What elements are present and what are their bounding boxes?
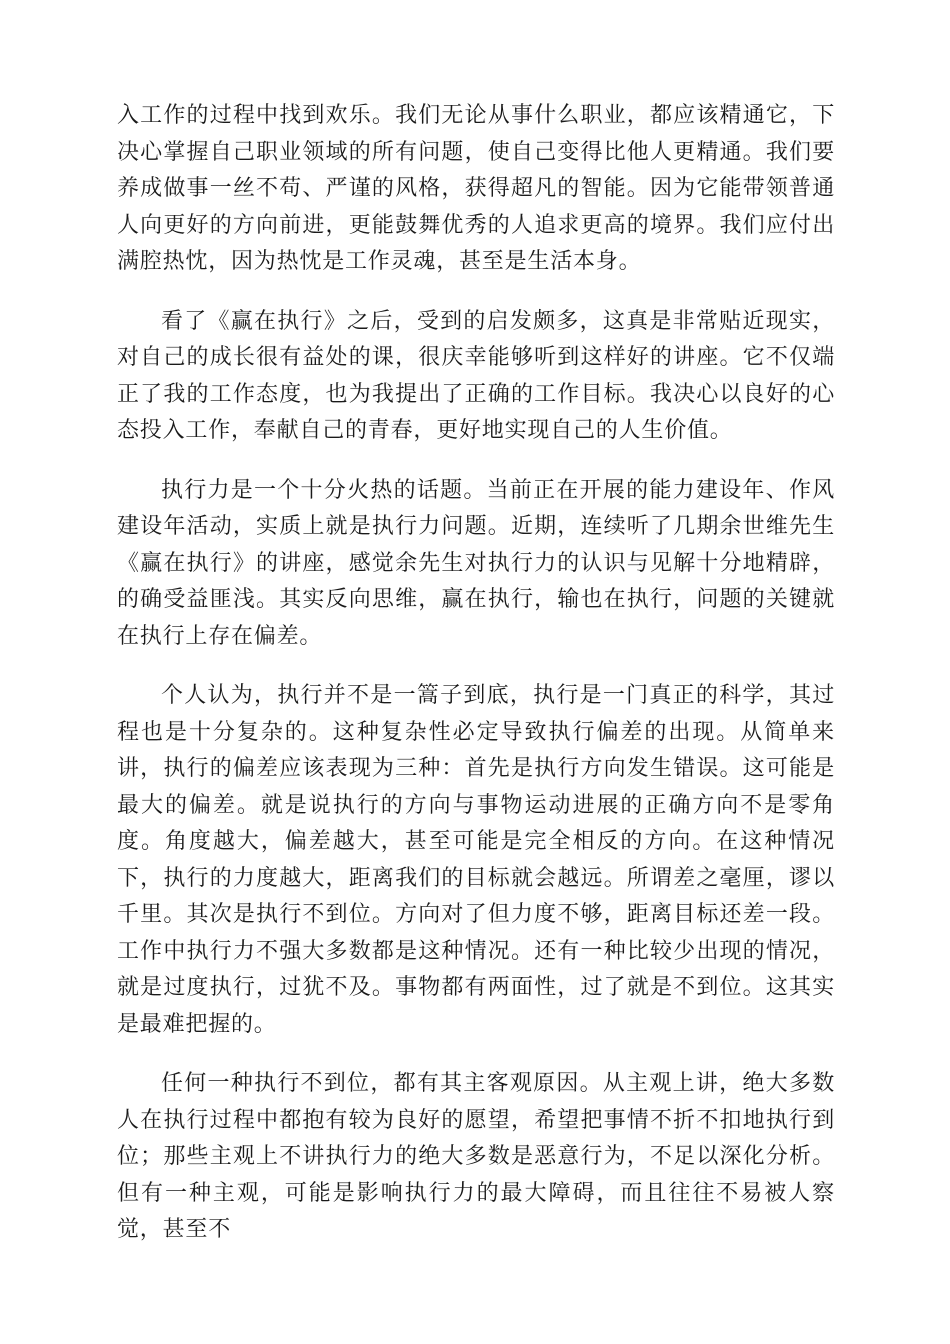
document-page <box>117 98 835 1272</box>
paragraph-3: 执行力是一个十分火热的话题。当前正在开展的能力建设年、作风建设年活动，实质上就是执行力问题。近期，连续听了几期余世维先生《赢在执行》的讲座，感觉余先生对执行力的认识与见解十分地精辟，的确受益匪浅。其实反向思维，赢在执行，输也在执行，问题的关键就在执行上存在偏差。 <box>117 477 835 649</box>
paragraph-5: 任何一种执行不到位，都有其主客观原因。从主观上讲，绝大多数人在执行过程中都抱有较为良好的愿望，希望把事情不折不扣地执行到位；那些主观上不讲执行力的绝大多数是恶意行为，不足以深化分析。但有一种主观，可能是影响执行力的最大障碍，而且往往不易被人察觉，甚至不 <box>117 1071 835 1242</box>
paragraph-2: 看了《赢在执行》之后，受到的启发颇多，这真是非常贴近现实，对自己的成长很有益处的课，很庆幸能够听到这样好的讲座。它不仅端正了我的工作态度，也为我提出了正确的工作目标。我决心以良好的心态投入工作，奉献自己的青春，更好地实现自己的人生价值。 <box>117 308 835 443</box>
paragraph-4: 个人认为，执行并不是一篙子到底，执行是一门真正的科学，其过程也是十分复杂的。这种复杂性必定导致执行偏差的出现。从简单来讲，执行的偏差应该表现为三种：首先是执行方向发生错误。这可能是最大的偏差。就是说执行的方向与事物运动进展的正确方向不是零角度。角度越大，偏差越大，甚至可能是完全相反的方向。在这种情况下，执行的力度越大，距离我们的目标就会越远。所谓差之毫厘，谬以千里。其次是执行不到位。方向对了但力度不够，距离目标还差一段。工作中执行力不强大多数都是这种情况。还有一种比较少出现的情况，就是过度执行，过犹不及。事物都有两面性，过了就是不到位。这其实是最难把握的。 <box>117 683 835 1037</box>
paragraph-1: 入工作的过程中找到欢乐。我们无论从事什么职业，都应该精通它，下决心掌握自己职业领域的所有问题，使自己变得比他人更精通。我们要养成做事一丝不苟、严谨的风格，获得超凡的智能。因为它能带领普通人向更好的方向前进，更能鼓舞优秀的人追求更高的境界。我们应付出满腔热忱，因为热忱是工作灵魂，甚至是生活本身。 <box>117 103 835 274</box>
